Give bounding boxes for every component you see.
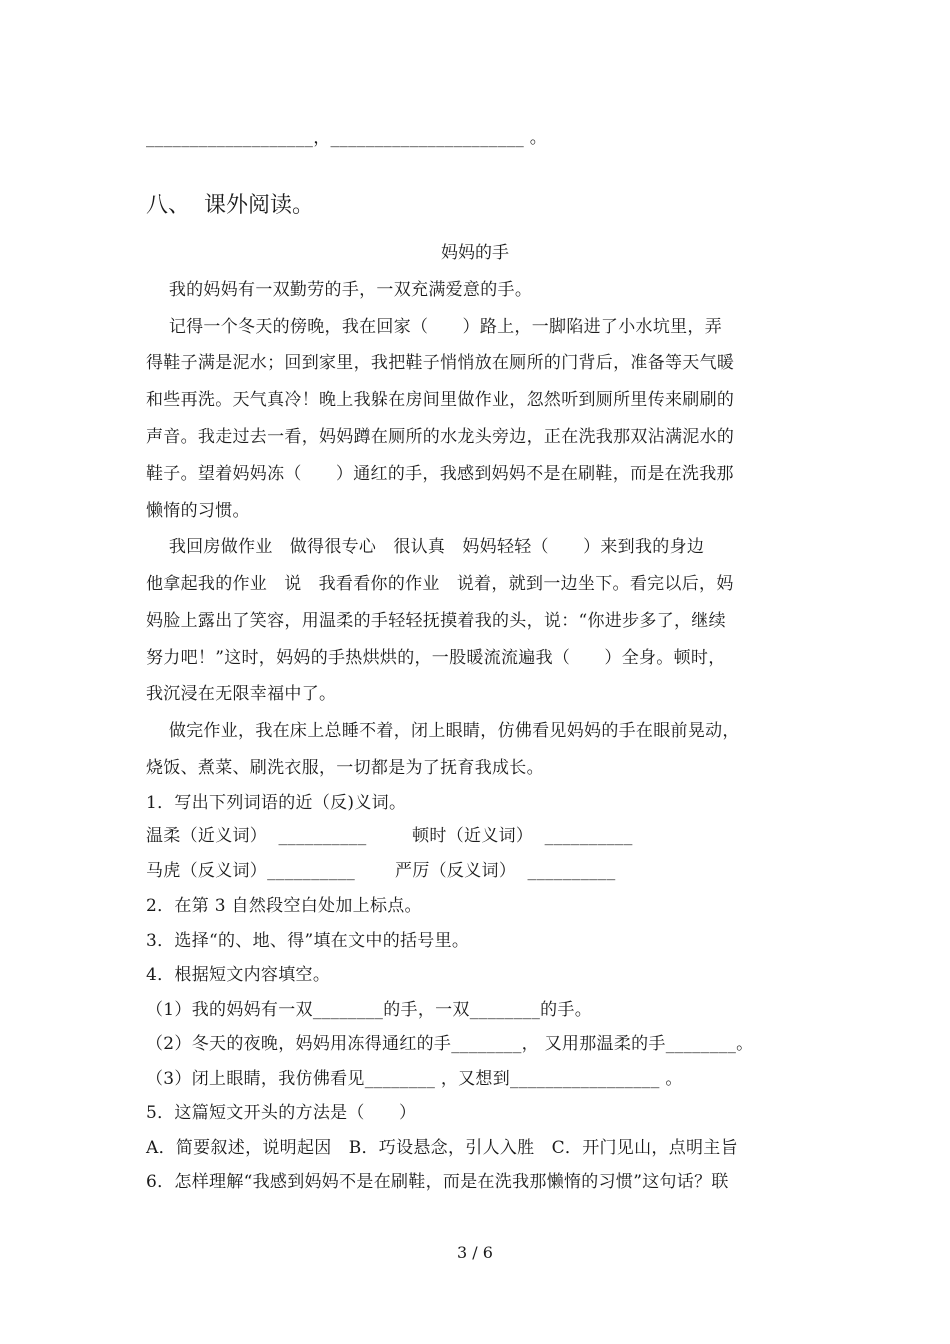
passage-line: 做完作业，我在床上总睡不着，闭上眼睛，仿佛看见妈妈的手在眼前晃动， xyxy=(146,721,740,741)
passage-title: 妈妈的手 xyxy=(441,243,509,263)
passage-line: 我沉浸在无限幸福中了。 xyxy=(146,684,337,704)
section-heading: 八、 课外阅读。 xyxy=(146,193,314,218)
question-item: 马虎（反义词）__________ 严厉（反义词） __________ xyxy=(146,861,616,881)
question-item: 2．在第 3 自然段空白处加上标点。 xyxy=(146,896,422,916)
passage-line: 记得一个冬天的傍晚，我在回家（ ）路上，一脚陷进了小水坑里，弄 xyxy=(146,317,723,337)
question-item: 温柔（近义词） __________ 顿时（近义词） __________ xyxy=(146,826,633,846)
question-item: （2）冬天的夜晚，妈妈用冻得通红的手________， 又用那温柔的手________。 xyxy=(146,1034,754,1054)
question-item: A．简要叙述，说明起因 B．巧设悬念，引人入胜 C．开门见山，点明主旨 xyxy=(146,1138,738,1158)
passage-line: 得鞋子满是泥水；回到家里，我把鞋子悄悄放在厕所的门背后，准备等天气暖 xyxy=(146,353,735,373)
passage-line: 我的妈妈有一双勤劳的手，一双充满爱意的手。 xyxy=(146,280,533,300)
passage-line: 鞋子。望着妈妈冻（ ）通红的手，我感到妈妈不是在刷鞋，而是在洗我那 xyxy=(146,464,734,484)
passage-line: 我回房做作业 做得很专心 很认真 妈妈轻轻（ ）来到我的身边 xyxy=(146,537,705,557)
question-item: 1．写出下列词语的近（反)义词。 xyxy=(146,793,407,813)
passage-line: 和些再洗。天气真冷！晚上我躲在房间里做作业，忽然听到厕所里传来刷刷的 xyxy=(146,390,735,410)
fill-blank-line: ___________________，______________________ 。 xyxy=(146,128,548,148)
passage-line: 妈脸上露出了笑容，用温柔的手轻轻抚摸着我的头，说：“你进步多了，继续 xyxy=(146,611,726,631)
passage-line: 他拿起我的作业 说 我看看你的作业 说着，就到一边坐下。看完以后，妈 xyxy=(146,574,734,594)
passage-line: 声音。我走过去一看，妈妈蹲在厕所的水龙头旁边，正在洗我那双沾满泥水的 xyxy=(146,427,735,447)
question-item: 6．怎样理解“我感到妈妈不是在刷鞋，而是在洗我那懒惰的习惯”这句话？联 xyxy=(146,1172,729,1192)
passage-line: 烧饭、煮菜、刷洗衣服，一切都是为了抚育我成长。 xyxy=(146,758,544,778)
question-item: 4．根据短文内容填空。 xyxy=(146,965,331,985)
question-item: 5．这篇短文开头的方法是（ ） xyxy=(146,1103,417,1123)
passage-line: 努力吧！”这时，妈妈的手热烘烘的，一股暖流流遍我（ ）全身。顿时， xyxy=(146,648,726,668)
question-item: 3．选择“的、地、得”填在文中的括号里。 xyxy=(146,931,470,951)
passage-line: 懒惰的习惯。 xyxy=(146,501,250,521)
question-item: （1）我的妈妈有一双________的手，一双________的手。 xyxy=(146,1000,593,1020)
question-item: （3）闭上眼睛，我仿佛看见________ ，又想到_________________ 。 xyxy=(146,1069,683,1089)
page-number: 3 / 6 xyxy=(457,1243,493,1262)
